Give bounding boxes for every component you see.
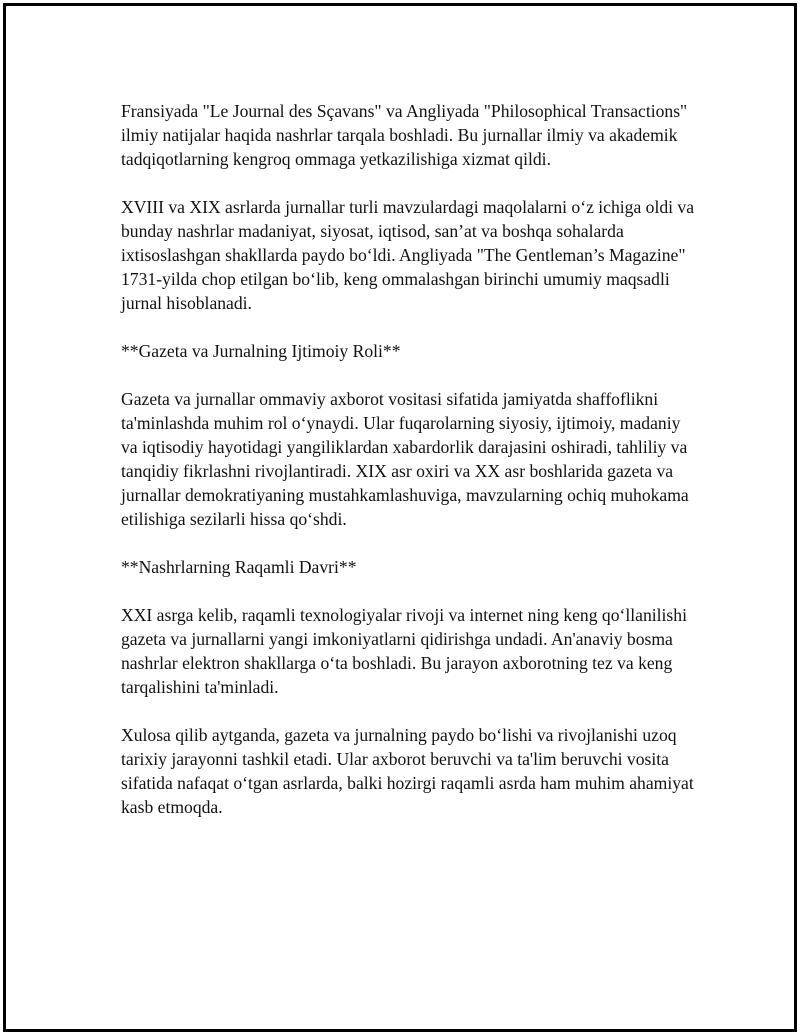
- section-heading-social-role: **Gazeta va Jurnalning Ijtimoiy Roli**: [121, 341, 401, 361]
- paragraph-conclusion: Xulosa qilib aytganda, gazeta va jurnalning paydo boʻlishi va rivojlanishi uzoq tarixiy jarayonni tashkil etadi. Ular axborot beruvchi va ta'lim beruvchi vosita sifatida nafaqat oʻtgan asrlarda, balki hozirgi raqamli asrda ham muhim ahamiyat kasb etmoqda.: [121, 725, 694, 817]
- paragraph-social-role: Gazeta va jurnallar ommaviy axborot vositasi sifatida jamiyatda shaffoflikni ta'minlashda muhim rol oʻynaydi. Ular fuqarolarning siyosiy, ijtimoiy, madaniy va iqtisodiy hayotidagi yangiliklardan xabardorlik darajasini oshiradi, tahliliy va tanqidiy fikrlashni rivojlantiradi. XIX asr oxiri va XX asr boshlarida gazeta va jurnallar demokratiyaning mustahkamlashuviga, mavzularning ochiq muhokama etilishiga sezilarli hissa qoʻshdi.: [121, 389, 689, 529]
- document-body: [121, 99, 701, 843]
- paragraph-18th-19th-century: XVIII va XIX asrlarda jurnallar turli mavzulardagi maqolalarni oʻz ichiga oldi va bunday nashrlar madaniyat, siyosat, iqtisod, san’at va boshqa sohalarda ixtisoslashgan shakllarda paydo boʻldi. Angliyada "The Gentleman’s Magazine" 1731-yilda chop etilgan boʻlib, keng ommalashgan birinchi umumiy maqsadli jurnal hisoblanadi.: [121, 197, 695, 313]
- section-heading-digital-era: **Nashrlarning Raqamli Davri**: [121, 557, 357, 577]
- paragraph-journals-origin: Fransiyada "Le Journal des Sçavans" va Angliyada "Philosophical Transactions" ilmiy natijalar haqida nashrlar tarqala boshladi. Bu jurnallar ilmiy va akademik tadqiqotlarning kengroq ommaga yetkazilishiga xizmat qildi.: [121, 101, 688, 169]
- page-frame: [3, 3, 797, 1032]
- paragraph-digital-era: XXI asrga kelib, raqamli texnologiyalar rivoji va internet ning keng qoʻllanilishi gazeta va jurnallarni yangi imkoniyatlarni qidirishga undadi. An'anaviy bosma nashrlar elektron shakllarga oʻta boshladi. Bu jarayon axborotning tez va keng tarqalishini ta'minladi.: [121, 605, 687, 697]
